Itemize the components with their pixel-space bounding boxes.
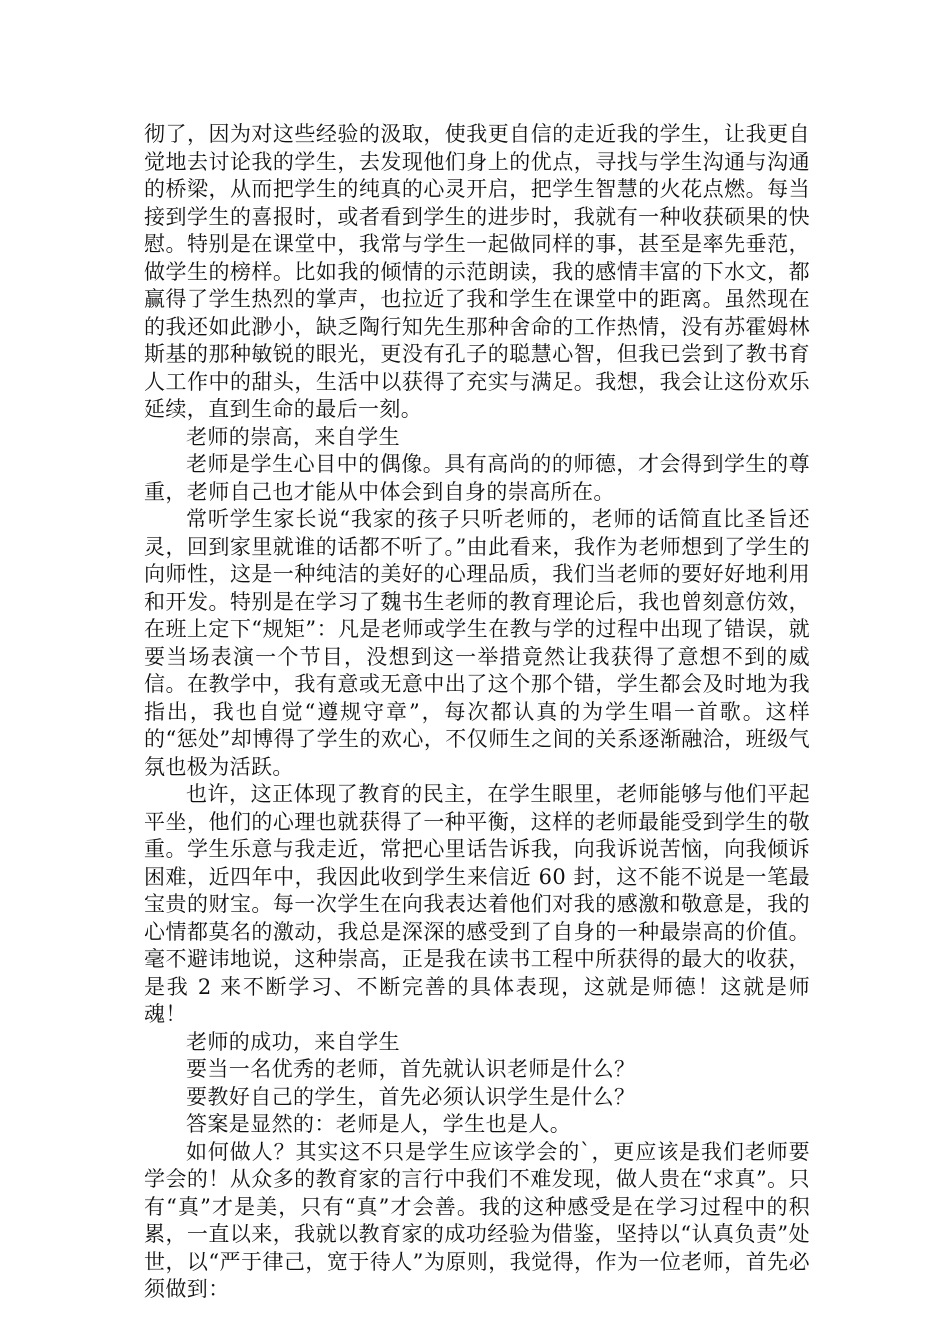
paragraph: 也许，这正体现了教育的民主，在学生眼里，老师能够与他们平起平坐，他们的心理也就获得了一种平衡，这样的老师最能受到学生的敬重。学生乐意与我走近，常把心里话告诉我，向我诉说苦恼，向我倾诉困难，近四年中，我因此收到学生来信近 60 封，这不能不说是一笔最宝贵的财宝。每一次学生在向我表达着他们对我的感激和敬意是，我的心情都莫名的激动，我总是深深的感受到了自身的一种最崇高的价值。毫不避讳地说，这种崇高，正是我在读书工程中所获得的最大的收获，是我 2 来不断学习、不断完善的具体表现，这就是师德！这就是师魂！: [144, 782, 810, 1026]
paragraph: 要当一名优秀的老师，首先就认识老师是什么？: [186, 1057, 636, 1081]
paragraph: 老师是学生心目中的偶像。具有高尚的的师德，才会得到学生的尊重，老师自己也才能从中体会到自身的崇高所在。: [144, 452, 810, 504]
paragraph-continuation: 彻了，因为对这些经验的汲取，使我更自信的走近我的学生，让我更自觉地去讨论我的学生，去发现他们身上的优点，寻找与学生沟通与沟通的桥梁，从而把学生的纯真的心灵开启，把学生智慧的火花点燃。每当接到学生的喜报时，或者看到学生的进步时，我就有一种收获硕果的快慰。特别是在课堂中，我常与学生一起做同样的事，甚至是率先垂范，做学生的榜样。比如我的倾情的示范朗读，我的感情丰富的下水文，都赢得了学生热烈的掌声，也拉近了我和学生在课堂中的距离。虽然现在的我还如此渺小，缺乏陶行知先生那种舍命的工作热情，没有苏霍姆林斯基的那种敏锐的眼光，更没有孔子的聪慧心智，但我已尝到了教书育人工作中的甜头，生活中以获得了充实与满足。我想，我会让这份欢乐延续，直到生命的最后一刻。: [144, 122, 810, 421]
section-heading-noble: 老师的崇高，来自学生: [186, 424, 400, 449]
document-body: [144, 121, 810, 1304]
paragraph: 如何做人？其实这不只是学生应该学会的`，更应该是我们老师要学会的！从众多的教育家的言行中我们不难发现，做人贵在“求真”。只有“真”才是美，只有“真”才会善。我的这种感受是在学习过程中的积累，一直以来，我就以教育家的成功经验为借鉴，坚持以“认真负责”处世，以“严于律己，宽于待人”为原则，我觉得，作为一位老师，首先必须做到：: [144, 1139, 810, 1301]
paragraph: 常听学生家长说“我家的孩子只听老师的，老师的话简直比圣旨还灵，回到家里就谁的话都不听了。”由此看来，我作为老师想到了学生的向师性，这是一种纯洁的美好的心理品质，我们当老师的要好好地利用和开发。特别是在学习了魏书生老师的教育理论后，我也曾刻意仿效，在班上定下“规矩”：凡是老师或学生在教与学的过程中出现了错误，就要当场表演一个节目，没想到这一举措竟然让我获得了意想不到的威信。在教学中，我有意或无意中出了这个那个错，学生都会及时地为我指出，我也自觉“遵规守章”，每次都认真的为学生唱一首歌。这样的“惩处”却博得了学生的欢心，不仅师生之间的关系逐渐融洽，班级气氛也极为活跃。: [144, 507, 810, 779]
paragraph: 答案是显然的：老师是人，学生也是人。: [186, 1112, 572, 1136]
section-heading-success: 老师的成功，来自学生: [186, 1029, 400, 1054]
paragraph: 要教好自己的学生，首先必须认识学生是什么？: [186, 1084, 636, 1109]
